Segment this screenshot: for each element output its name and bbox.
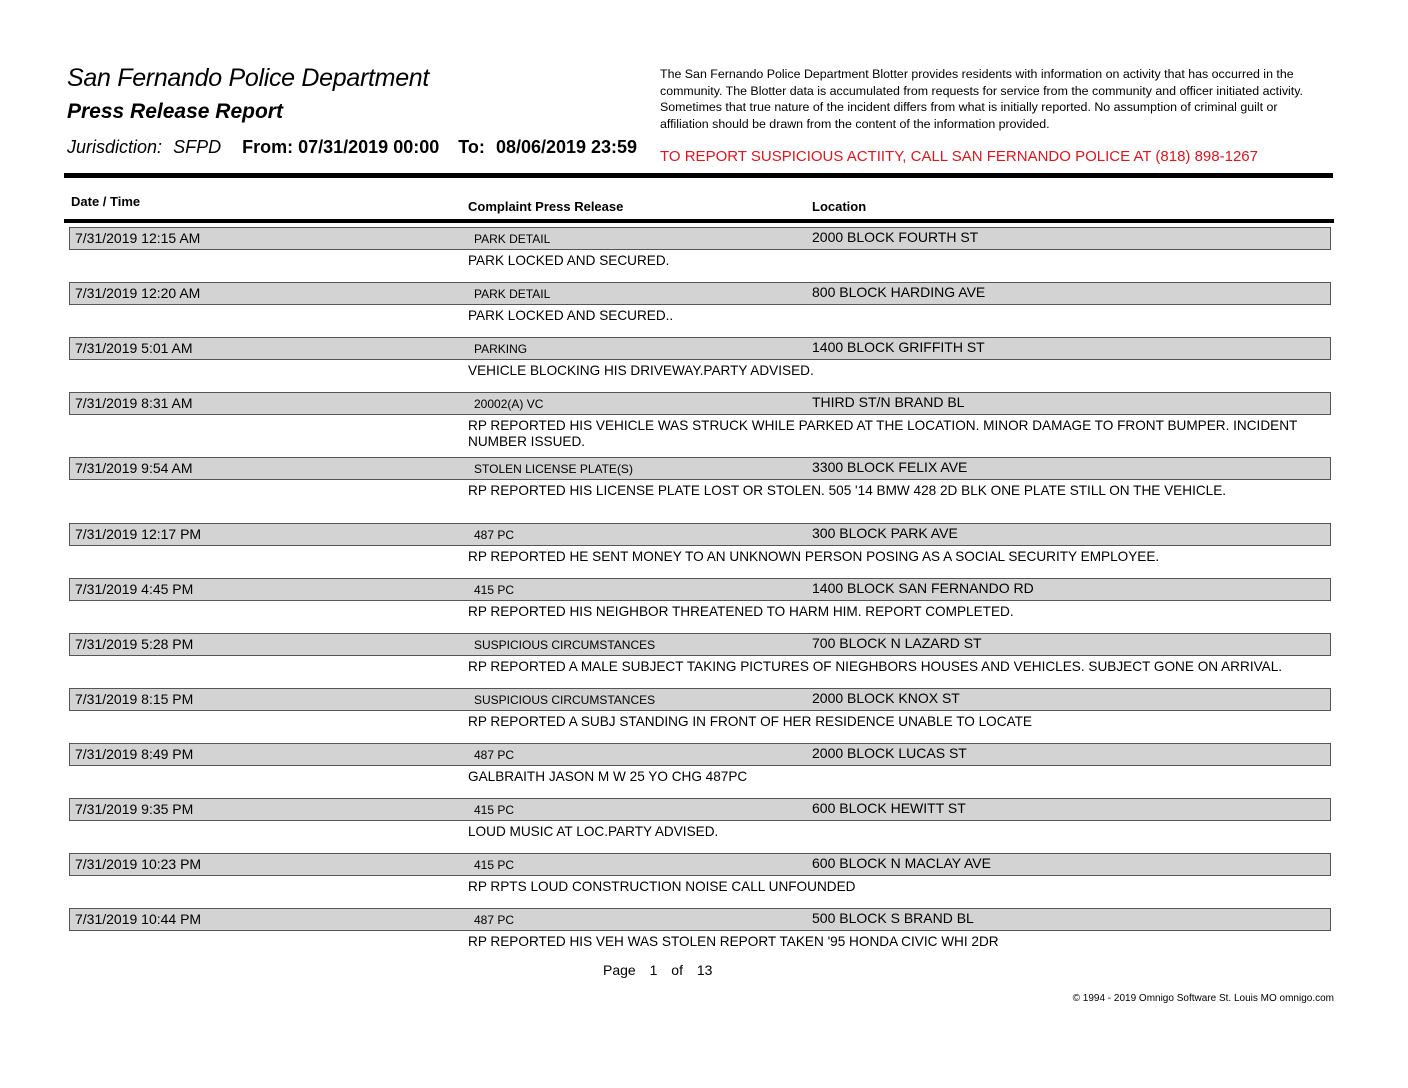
record-press-release: RP REPORTED HIS VEH WAS STOLEN REPORT TAKEN '95 HONDA CIVIC WHI 2DR: [468, 934, 999, 949]
page-current: 1: [649, 962, 658, 978]
record-press-release: RP REPORTED HIS NEIGHBOR THREATENED TO HARM HIM. REPORT COMPLETED.: [468, 604, 1014, 619]
record-complaint-type: STOLEN LICENSE PLATE(S): [474, 462, 633, 476]
record-location: 2000 BLOCK LUCAS ST: [812, 745, 967, 761]
record-press-release: RP REPORTED A SUBJ STANDING IN FRONT OF HER RESIDENCE UNABLE TO LOCATE: [468, 714, 1032, 729]
record-location: 700 BLOCK N LAZARD ST: [812, 635, 982, 651]
record-press-release: GALBRAITH JASON M W 25 YO CHG 487PC: [468, 769, 748, 784]
table-row: [69, 337, 1331, 360]
column-header-location: Location: [812, 199, 867, 214]
table-row: [69, 392, 1331, 415]
record-press-release: RP REPORTED A MALE SUBJECT TAKING PICTURES OF NIEGHBORS HOUSES AND VEHICLES. SUBJECT GONE ON ARRIVAL.: [468, 659, 1283, 674]
record-complaint-type: PARKING: [474, 342, 528, 356]
record-complaint-type: 415 PC: [474, 583, 515, 597]
record-datetime: 7/31/2019 9:35 PM: [75, 801, 194, 817]
record-location: 600 BLOCK HEWITT ST: [812, 800, 966, 816]
record-press-release: RP REPORTED HE SENT MONEY TO AN UNKNOWN PERSON POSING AS A SOCIAL SECURITY EMPLOYEE.: [468, 549, 1160, 564]
table-row: [69, 282, 1331, 305]
record-datetime: 7/31/2019 8:15 PM: [75, 691, 194, 707]
record-complaint-type: SUSPICIOUS CIRCUMSTANCES: [474, 693, 656, 707]
record-datetime: 7/31/2019 5:01 AM: [75, 340, 193, 356]
column-header-complaint: Complaint Press Release: [468, 199, 624, 214]
to-value: 08/06/2019 23:59: [495, 137, 638, 157]
jurisdiction-label: Jurisdiction:: [67, 137, 163, 157]
record-location: 600 BLOCK N MACLAY AVE: [812, 855, 991, 871]
table-row: [69, 798, 1331, 821]
header-rule: [64, 173, 1333, 178]
table-row: [69, 578, 1331, 601]
record-press-release: LOUD MUSIC AT LOC.PARTY ADVISED.: [468, 824, 719, 839]
table-row: [69, 743, 1331, 766]
record-datetime: 7/31/2019 10:23 PM: [75, 856, 202, 872]
copyright-notice: © 1994 - 2019 Omnigo Software St. Louis MO omnigo.com: [1072, 993, 1334, 1004]
suspicious-activity-alert: TO REPORT SUSPICIOUS ACTIITY, CALL SAN FERNANDO POLICE AT (818) 898-1267: [660, 148, 1258, 165]
page-indicator: [603, 962, 722, 978]
report-title: San Fernando Police Department: [67, 64, 430, 92]
record-press-release: RP REPORTED HIS VEHICLE WAS STRUCK WHILE PARKED AT THE LOCATION. MINOR DAMAGE TO FRONT BUMPER. INCIDENT NUMBER ISSUED.: [468, 418, 1298, 449]
table-row: [69, 688, 1331, 711]
page-total: 13: [696, 962, 713, 978]
record-complaint-type: 20002(A) VC: [474, 397, 544, 411]
blotter-description: The San Fernando Police Department Blotter provides residents with information on activity that has occurred in the community. The Blotter data is accumulated from requests for service from the community and officer initiated activity. Sometimes that true nature of the incident differs from what is initially reported. No assumption of criminal guilt or affiliation should be drawn from the content of the information provided.: [660, 67, 1303, 131]
record-location: 500 BLOCK S BRAND BL: [812, 910, 974, 926]
column-header-datetime: Date / Time: [71, 194, 141, 209]
table-row: [69, 633, 1331, 656]
record-datetime: 7/31/2019 12:15 AM: [75, 230, 201, 246]
table-row: [69, 227, 1331, 250]
record-complaint-type: 487 PC: [474, 748, 515, 762]
record-location: 2000 BLOCK FOURTH ST: [812, 229, 979, 245]
record-press-release: PARK LOCKED AND SECURED.: [468, 253, 670, 268]
record-complaint-type: 487 PC: [474, 528, 515, 542]
record-complaint-type: 415 PC: [474, 858, 515, 872]
record-location: THIRD ST/N BRAND BL: [812, 394, 965, 410]
jurisdiction-value: SFPD: [173, 137, 222, 157]
table-row: [69, 523, 1331, 546]
table-row: [69, 853, 1331, 876]
record-press-release: RP RPTS LOUD CONSTRUCTION NOISE CALL UNFOUNDED: [468, 879, 856, 894]
record-datetime: 7/31/2019 9:54 AM: [75, 460, 193, 476]
record-complaint-type: PARK DETAIL: [474, 232, 551, 246]
record-press-release: PARK LOCKED AND SECURED..: [468, 308, 674, 323]
record-location: 1400 BLOCK GRIFFITH ST: [812, 339, 985, 355]
record-complaint-type: SUSPICIOUS CIRCUMSTANCES: [474, 638, 656, 652]
record-complaint-type: 487 PC: [474, 913, 515, 927]
to-label: To:: [458, 137, 485, 157]
table-row: [69, 457, 1331, 480]
jurisdiction-line: [67, 137, 637, 158]
from-label: From:: [242, 137, 294, 157]
record-press-release: RP REPORTED HIS LICENSE PLATE LOST OR STOLEN. 505 '14 BMW 428 2D BLK ONE PLATE STILL ON THE VEHICLE.: [468, 483, 1227, 498]
record-datetime: 7/31/2019 12:20 AM: [75, 285, 201, 301]
record-datetime: 7/31/2019 8:31 AM: [75, 395, 193, 411]
record-datetime: 7/31/2019 8:49 PM: [75, 746, 194, 762]
column-header-rule: [64, 219, 1334, 223]
record-complaint-type: PARK DETAIL: [474, 287, 551, 301]
record-location: 800 BLOCK HARDING AVE: [812, 284, 986, 300]
record-location: 3300 BLOCK FELIX AVE: [812, 459, 968, 475]
record-datetime: 7/31/2019 4:45 PM: [75, 581, 194, 597]
record-press-release: VEHICLE BLOCKING HIS DRIVEWAY.PARTY ADVISED.: [468, 363, 814, 378]
page-label: Page: [603, 962, 636, 978]
from-value: 07/31/2019 00:00: [298, 137, 440, 157]
report-subtitle: Press Release Report: [67, 100, 283, 123]
record-datetime: 7/31/2019 10:44 PM: [75, 911, 202, 927]
table-row: [69, 908, 1331, 931]
page-of: of: [671, 962, 683, 978]
record-datetime: 7/31/2019 12:17 PM: [75, 526, 202, 542]
record-datetime: 7/31/2019 5:28 PM: [75, 636, 194, 652]
record-location: 300 BLOCK PARK AVE: [812, 525, 958, 541]
record-complaint-type: 415 PC: [474, 803, 515, 817]
record-location: 2000 BLOCK KNOX ST: [812, 690, 960, 706]
record-location: 1400 BLOCK SAN FERNANDO RD: [812, 580, 1034, 596]
